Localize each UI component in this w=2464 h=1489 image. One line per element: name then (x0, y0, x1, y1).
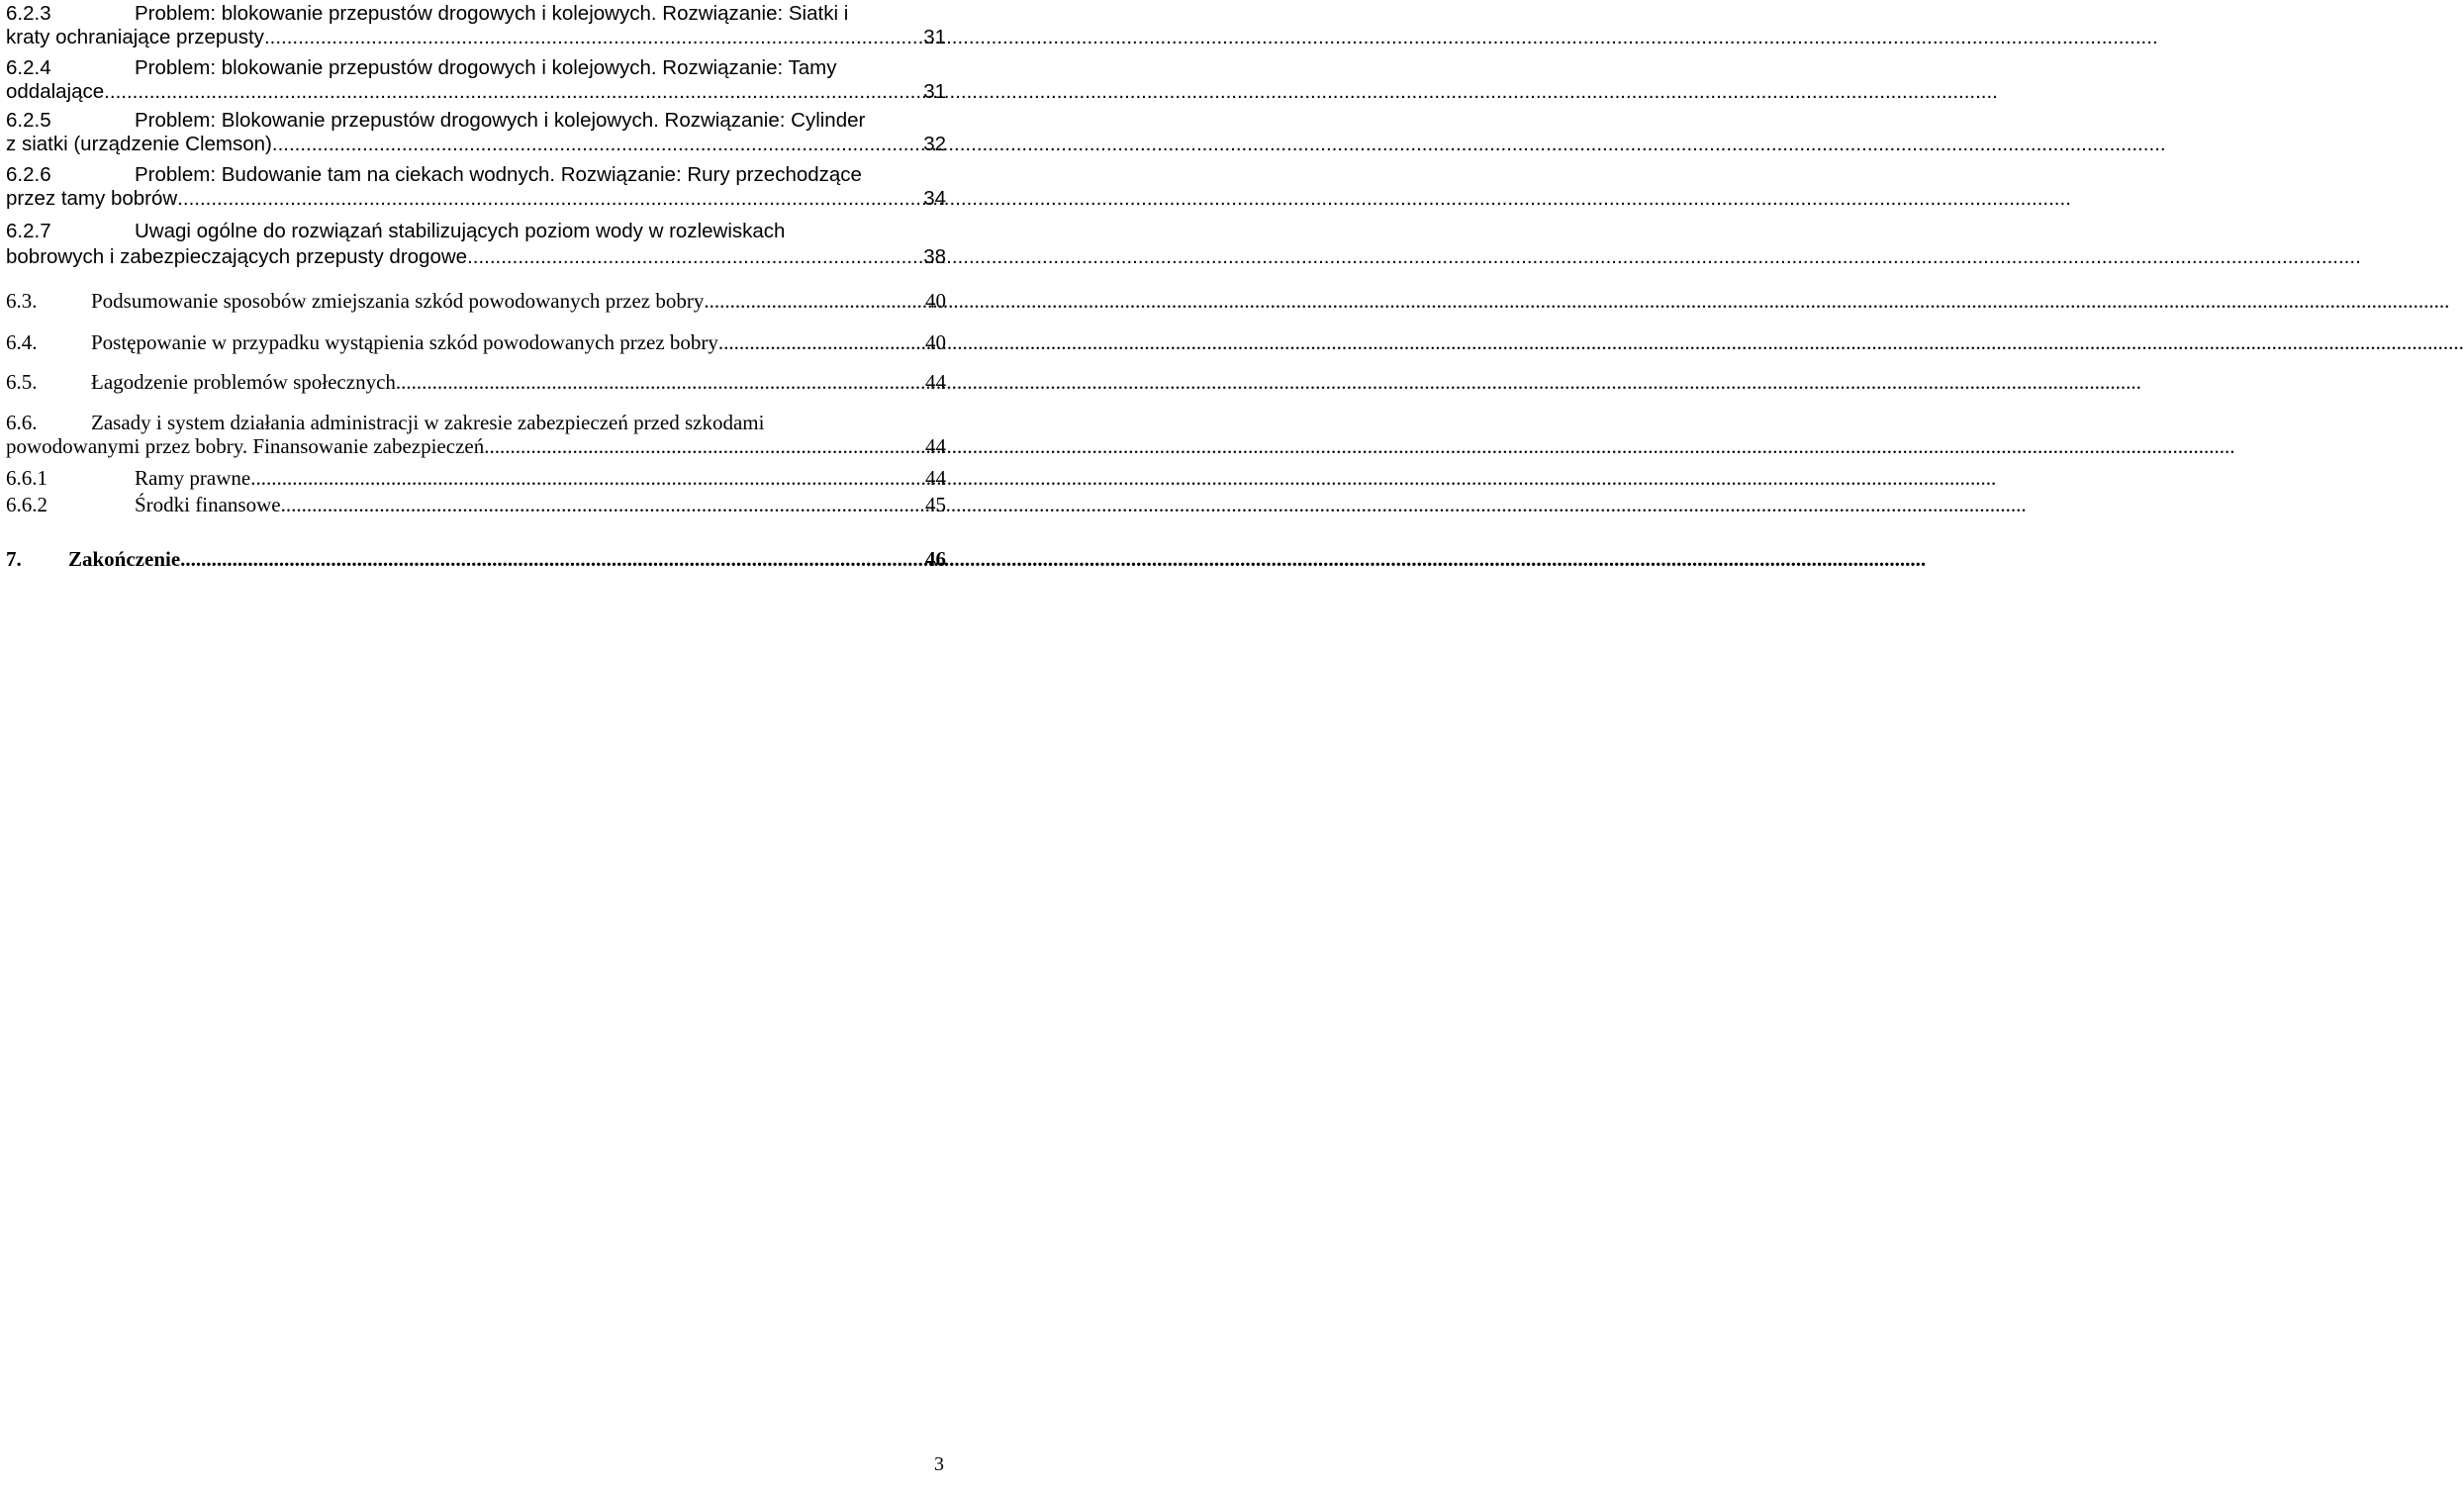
toc-entry-6-2-3[interactable] (6, 2, 946, 49)
toc-entry-number: 6.3. (6, 289, 38, 313)
toc-entry-number: 6.6.2 (6, 493, 47, 516)
toc-entry-number: 6.2.7 (6, 220, 51, 242)
toc-entry-6-6[interactable] (6, 411, 946, 458)
toc-entry-page: 44 (925, 466, 946, 490)
toc-entry-page: 31 (923, 80, 946, 103)
toc-entry-title-cont: przez tamy bobrów (6, 187, 178, 210)
toc-entry-number: 6.2.3 (6, 2, 51, 25)
toc-entry-page: 32 (923, 133, 946, 155)
toc-entry-6-2-7[interactable] (6, 220, 946, 269)
toc-entry-title: Zasady i system działania administracji w zakresie zabezpieczeń przed szkodami (91, 411, 765, 434)
toc-entry-title: Problem: blokowanie przepustów drogowych i kolejowych. Rozwiązanie: Tamy (135, 56, 837, 79)
toc-leader-dots (281, 493, 916, 516)
toc-entry-page: 44 (925, 434, 946, 458)
toc-leader-dots (718, 330, 916, 354)
toc-entry-6-2-6[interactable] (6, 163, 946, 211)
toc-leader-dots (250, 466, 916, 490)
toc-entry-page: 45 (925, 493, 946, 516)
toc-entry-title: Podsumowanie sposobów zmiejszania szkód powodowanych przez bobry (91, 289, 705, 313)
toc-entry-title: Problem: Budowanie tam na ciekach wodnych. Rozwiązanie: Rury przechodzące (135, 163, 862, 186)
toc-entry-number: 6.4. (6, 330, 38, 354)
toc-entry-number: 6.2.5 (6, 109, 51, 132)
toc-entry-6-6-2[interactable] (6, 493, 946, 516)
toc-leader-dots (104, 80, 916, 104)
toc-entry-title: Problem: Blokowanie przepustów drogowych i kolejowych. Rozwiązanie: Cylinder (135, 109, 866, 132)
toc-entry-title-cont: z siatki (urządzenie Clemson) (6, 133, 272, 155)
toc-entry-title: Uwagi ogólne do rozwiązań stabilizujących poziom wody w rozlewiskach (135, 220, 786, 242)
toc-entry-6-5[interactable] (6, 370, 946, 394)
toc-entry-6-4[interactable] (6, 330, 946, 354)
toc-entry-title-cont: powodowanymi przez bobry. Finansowanie zabezpieczeń. (6, 434, 490, 458)
toc-entry-6-2-5[interactable] (6, 109, 946, 156)
toc-entry-title: Ramy prawne (135, 466, 251, 490)
toc-leader-dots (467, 245, 916, 269)
page-number: 3 (934, 1453, 944, 1475)
toc-entry-title: Łagodzenie problemów społecznych (91, 370, 396, 394)
toc-leader-dots (177, 187, 916, 211)
toc-entry-title: Zakończenie (68, 547, 181, 571)
toc-entry-page: 44 (925, 370, 946, 394)
toc-entry-number: 6.6. (6, 411, 38, 434)
toc-entry-page: 34 (923, 187, 946, 210)
toc-entry-title: Problem: blokowanie przepustów drogowych i kolejowych. Rozwiązanie: Siatki i (135, 2, 849, 25)
toc-entry-number: 6.2.4 (6, 56, 51, 79)
toc-entry-title: Postępowanie w przypadku wystąpienia szkód powodowanych przez bobry (91, 330, 718, 354)
toc-entry-6-3[interactable] (6, 289, 946, 313)
toc-leader-dots (272, 133, 916, 156)
toc-entry-number: 6.2.6 (6, 163, 51, 186)
toc-entry-page: 46 (925, 547, 946, 571)
toc-entry-page: 40 (925, 330, 946, 354)
toc-entry-number: 6.6.1 (6, 466, 47, 490)
toc-entry-number: 7. (6, 547, 22, 571)
toc-entry-6-6-1[interactable] (6, 466, 946, 490)
toc-entry-7[interactable] (6, 547, 946, 571)
toc-entry-title: Środki finansowe (135, 493, 281, 516)
toc-entry-page: 31 (923, 26, 946, 48)
toc-leader-dots (264, 26, 916, 49)
toc-entry-title-cont: bobrowych i zabezpieczających przepusty drogowe (6, 245, 468, 268)
toc-leader-dots (489, 434, 916, 458)
toc-leader-dots (180, 547, 916, 571)
toc-entry-6-2-4[interactable] (6, 56, 946, 104)
toc-entry-number: 6.5. (6, 370, 38, 394)
toc-leader-dots (704, 289, 916, 313)
toc-entry-title-cont: oddalające (6, 80, 105, 103)
toc-entry-title-cont: kraty ochraniające przepusty (6, 26, 264, 48)
toc-entry-page: 38 (923, 245, 946, 268)
toc-leader-dots (396, 370, 916, 394)
toc-entry-page: 40 (925, 289, 946, 313)
